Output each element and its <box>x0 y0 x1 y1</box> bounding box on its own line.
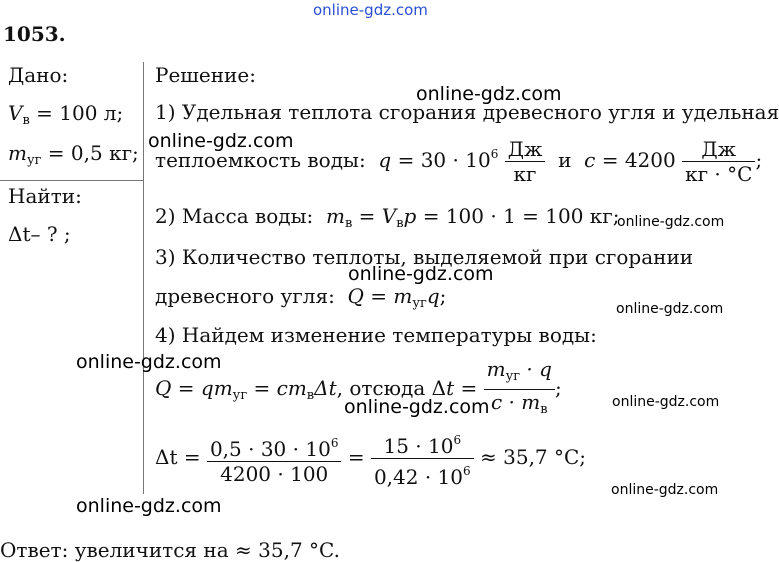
solution-heading: Решение: <box>155 63 256 87</box>
site-watermark: online-gdz.com <box>76 495 222 517</box>
fraction-j-per-kg: $\frac{Дж}{кг}$ <box>505 137 546 186</box>
site-watermark: online-gdz.com <box>611 482 719 498</box>
find-delta-t: Δt– ? ; <box>8 222 71 246</box>
step1-line1: 1) Удельная теплота сгорания древесного угля и удельная <box>155 100 779 124</box>
step3-line1: 3) Количество теплоты, выделяемой при сгорании <box>155 245 694 269</box>
fraction-delta-t: $\frac{m_{уг} \cdot q}{c \cdot m_в}$ <box>484 357 555 422</box>
step1-line2: теплоемкость воды: $q = 30 \cdot 10^6$ $\frac{Дж}{кг}$ и c = 4200 $\frac{Дж}{кг \cdot ^\circ C}$ ; <box>155 137 763 186</box>
site-watermark: online-gdz.com <box>348 263 494 285</box>
answer-line: Ответ: увеличится на ≈ 35,7 °C. <box>0 538 340 562</box>
given-mass: $m_{уг} = 0,5$ кг; <box>8 141 139 168</box>
given-heading: Дано: <box>8 63 69 87</box>
step3-line2: древесного угля: $Q = m_{уг}q$; <box>155 284 447 311</box>
site-watermark: online-gdz.com <box>344 396 490 418</box>
fraction-calc-2: $\frac{15 \cdot 10^6}{0,42 \cdot 10^6}$ <box>371 428 474 489</box>
step4-line: 4) Найдем изменение температуры воды: <box>155 323 597 347</box>
divider-vertical <box>143 62 144 494</box>
divider-horizontal <box>0 180 143 181</box>
given-volume: $V_в = 100$ л; <box>8 101 124 128</box>
site-watermark: online-gdz.com <box>148 130 294 152</box>
problem-number: 1053. <box>3 22 66 46</box>
fraction-j-per-kg-c: $\frac{Дж}{кг \cdot ^\circ C}$ <box>682 137 755 186</box>
fraction-calc-1: $\frac{0,5 \cdot 30 \cdot 10^6}{4200 \cdot 100}$ <box>207 431 342 486</box>
site-watermark: online-gdz.com <box>76 351 222 373</box>
formula-delta-t-expression: $Q = qm_{уг} = cm_в\Delta t$, отсюда Δt = $\frac{m_{уг} \cdot q}{c \cdot m_в}$ ; <box>155 357 562 422</box>
site-watermark: online-gdz.com <box>612 394 720 410</box>
find-heading: Найти: <box>8 184 82 208</box>
site-watermark: online-gdz.com <box>617 214 725 230</box>
site-watermark-top: online-gdz.com <box>313 1 428 19</box>
site-watermark: online-gdz.com <box>616 301 724 317</box>
step2-line: 2) Масса воды: $m_в = V_вp = 100 \cdot 1 = 100$ кг; <box>155 204 620 231</box>
formula-delta-t-result: Δt = $\frac{0,5 \cdot 30 \cdot 10^6}{4200 \cdot 100}$ = $\frac{15 \cdot 10^6}{0,42 \cdot 10^6}$ ≈ 35,7 °C; <box>155 428 586 489</box>
site-watermark: online-gdz.com <box>416 83 562 105</box>
